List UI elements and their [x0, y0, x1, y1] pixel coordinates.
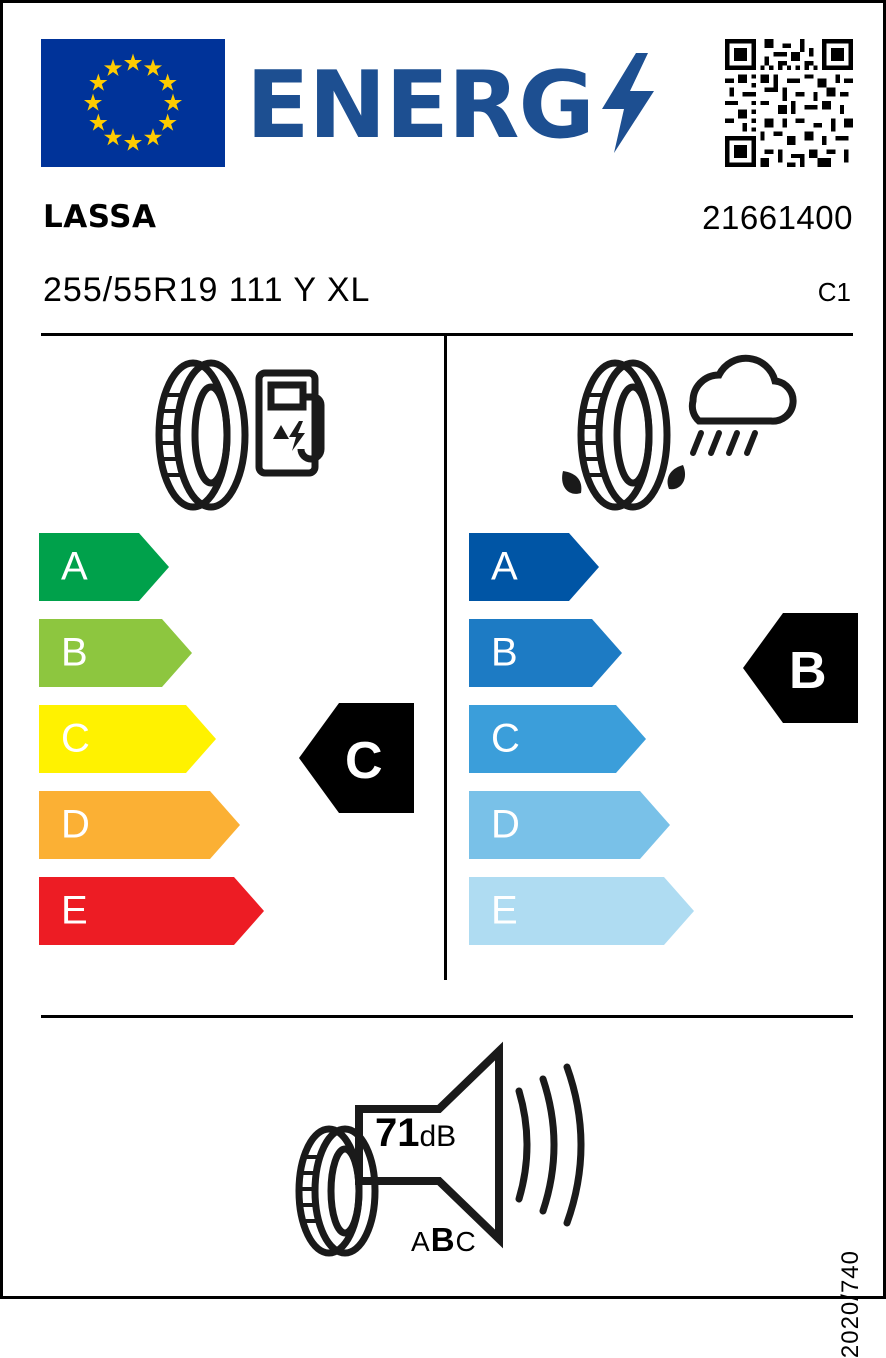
noise-db-unit: dB	[419, 1120, 457, 1153]
grade-letter: D	[491, 802, 520, 847]
brand-row	[41, 199, 853, 245]
grade-letter: E	[491, 888, 518, 933]
grade-row-d	[39, 791, 264, 859]
grade-row-b	[469, 619, 694, 687]
grade-row-c	[39, 705, 264, 773]
grade-row-a	[469, 533, 694, 601]
label-header	[41, 33, 853, 173]
noise-value	[375, 1111, 456, 1156]
grade-letter: C	[61, 716, 90, 761]
tyre-class-code: C1	[817, 277, 851, 307]
grade-letter: B	[491, 630, 518, 675]
divider-bottom	[41, 1015, 853, 1018]
fuel-rating-letter: C	[345, 731, 383, 790]
grade-letter: E	[61, 888, 88, 933]
noise-class-b-selected: B	[430, 1221, 456, 1258]
wet-rating-letter: B	[789, 641, 827, 700]
grade-row-b	[39, 619, 264, 687]
noise-class-a: A	[411, 1226, 431, 1257]
grade-row-e	[469, 877, 694, 945]
wet-grip-rating-marker	[743, 613, 858, 728]
grade-row-c	[469, 705, 694, 773]
lightning-bolt-icon	[600, 53, 656, 158]
noise-class-c: C	[455, 1226, 477, 1257]
product-code: 21661400	[702, 199, 853, 236]
divider-top	[41, 333, 853, 336]
tyre-size-row	[41, 271, 853, 317]
tyre-fuel-pump-icon	[131, 355, 331, 520]
divider-vertical	[444, 336, 447, 980]
grade-row-a	[39, 533, 264, 601]
grade-letter: A	[491, 544, 518, 589]
qr-code-icon	[725, 39, 853, 167]
wet-grip-grades	[469, 533, 694, 963]
grade-letter: A	[61, 544, 88, 589]
fuel-efficiency-rating-marker	[299, 703, 414, 818]
grade-letter: B	[61, 630, 88, 675]
noise-db-number: 71	[375, 1111, 420, 1155]
eu-flag-icon	[41, 39, 225, 167]
grade-letter: C	[491, 716, 520, 761]
grade-row-e	[39, 877, 264, 945]
tyre-size: 255/55R19 111 Y XL	[43, 271, 371, 309]
brand-name: LASSA	[43, 199, 157, 235]
grade-letter: D	[61, 802, 90, 847]
noise-class-scale	[411, 1221, 477, 1259]
tyre-rain-cloud-icon	[543, 353, 793, 528]
energ-wordmark	[246, 50, 656, 159]
fuel-efficiency-grades	[39, 533, 264, 963]
grade-row-d	[469, 791, 694, 859]
regulation-reference: 2020/740	[837, 1250, 864, 1358]
energ-text: ENERG	[246, 50, 594, 159]
noise-section	[289, 1049, 609, 1264]
